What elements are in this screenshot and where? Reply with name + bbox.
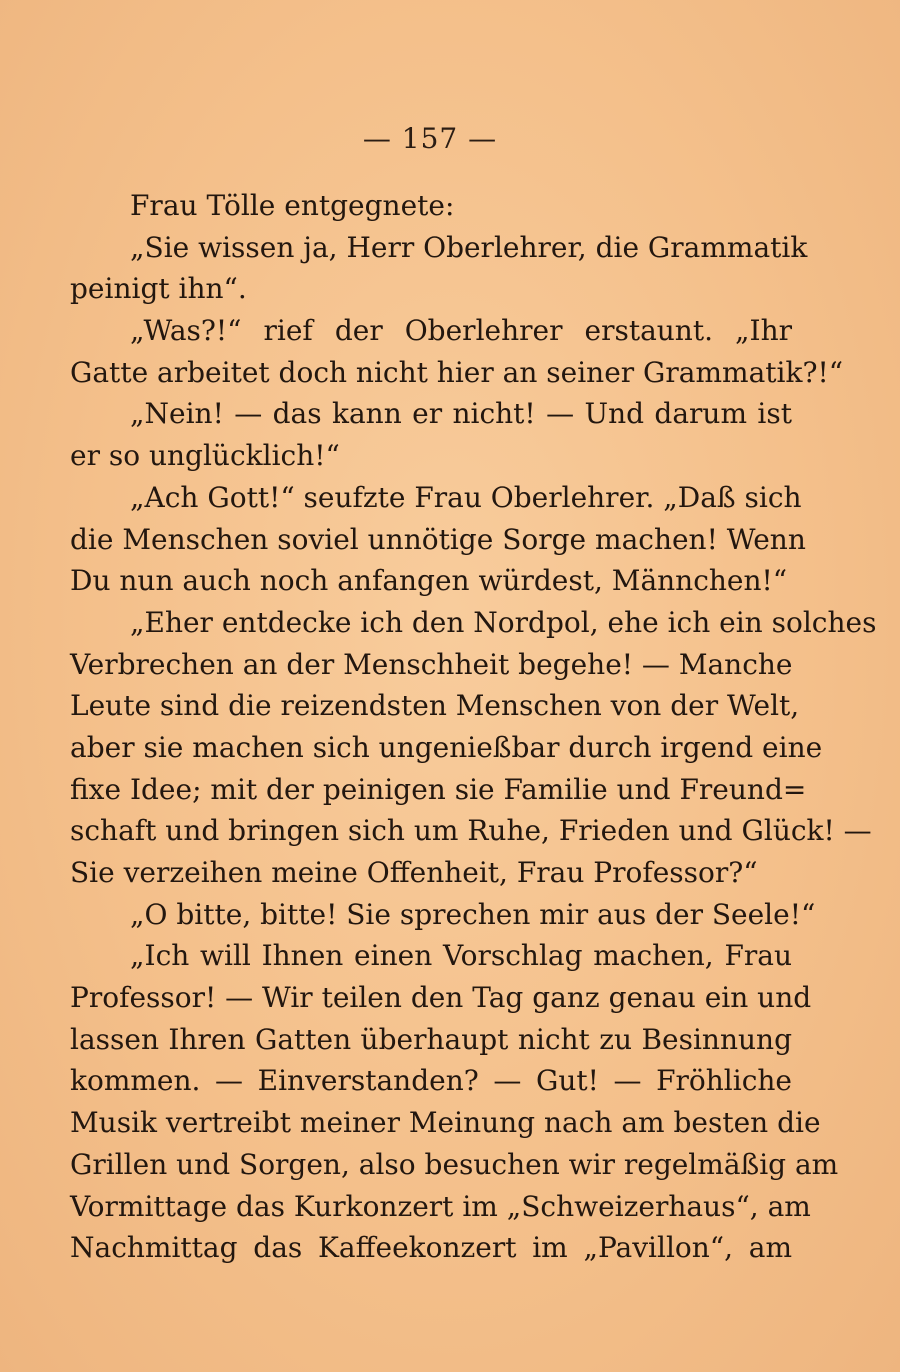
text-line: aber sie machen sich ungenießbar durch irgend eine <box>70 730 823 764</box>
text-line: Sie verzeihen meine Offenheit, Frau Professor?“ <box>70 856 758 889</box>
text-line: „Sie wissen ja, Herr Oberlehrer, die Grammatik <box>130 230 808 264</box>
page-number: — 157 — <box>362 122 498 155</box>
text-line: Nachmittag das Kaffeekonzert im „Pavillon“, am <box>70 1231 792 1265</box>
text-line: Leute sind die reizendsten Menschen von der Welt, <box>70 689 800 723</box>
text-line: peinigt ihn“. <box>70 272 247 306</box>
text-line: Frau Tölle entgegnete: <box>130 189 455 222</box>
body-text <box>70 185 877 1269</box>
text-line: Professor! — Wir teilen den Tag ganz genau ein und <box>70 981 812 1015</box>
text-line: „Eher entdecke ich den Nordpol, ehe ich ein solches <box>130 605 877 639</box>
text-line: fixe Idee; mit der peinigen sie Familie und Freund= <box>70 772 807 806</box>
text-line: Verbrechen an der Menschheit begehe! — Manche <box>70 647 793 681</box>
text-line: kommen. — Einverstanden? — Gut! — Fröhliche <box>70 1064 792 1098</box>
text-line: „O bitte, bitte! Sie sprechen mir aus der Seele!“ <box>130 897 816 931</box>
text-line: lassen Ihren Gatten überhaupt nicht zu Besinnung <box>70 1022 792 1056</box>
text-line: er so unglücklich!“ <box>70 439 340 473</box>
text-line: „Ich will Ihnen einen Vorschlag machen, Frau <box>130 939 792 973</box>
text-line: Musik vertreibt meiner Meinung nach am besten die <box>70 1106 821 1140</box>
text-line: schaft und bringen sich um Ruhe, Frieden und Glück! — <box>70 814 872 848</box>
text-line: die Menschen soviel unnötige Sorge machen! Wenn <box>70 522 806 556</box>
text-line: „Nein! — das kann er nicht! — Und darum ist <box>130 397 792 431</box>
text-line: Vormittage das Kurkonzert im „Schweizerhaus“, am <box>70 1189 811 1223</box>
text-line: Gatte arbeitet doch nicht hier an seiner Grammatik?!“ <box>70 355 844 389</box>
text-line: Grillen und Sorgen, also besuchen wir regelmäßig am <box>70 1147 839 1181</box>
text-line: Du nun auch noch anfangen würdest, Männchen!“ <box>70 564 788 598</box>
text-line: „Was?!“ rief der Oberlehrer erstaunt. „Ihr <box>130 314 792 348</box>
text-line: „Ach Gott!“ seufzte Frau Oberlehrer. „Daß sich <box>130 480 802 514</box>
